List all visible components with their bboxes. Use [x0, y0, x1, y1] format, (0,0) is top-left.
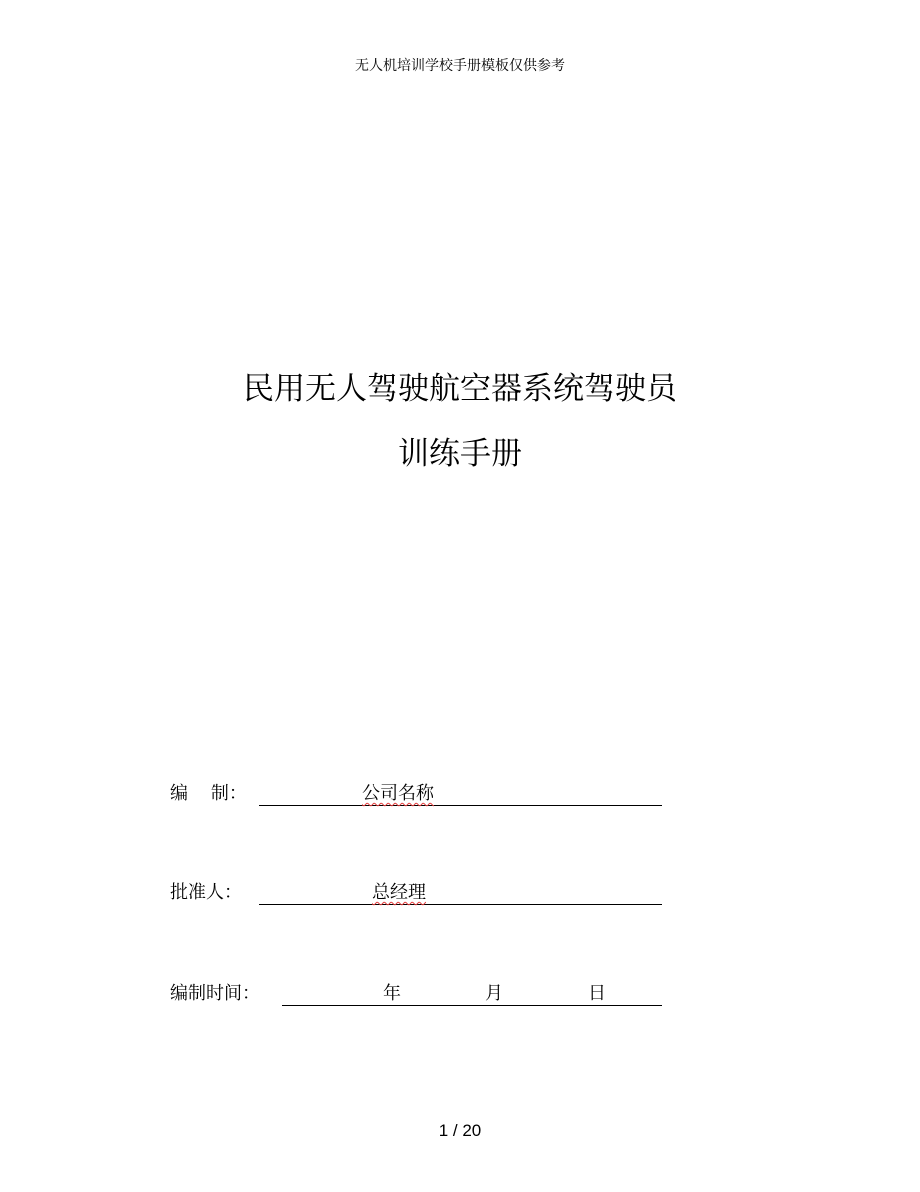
compiler-underline — [259, 781, 662, 806]
compiler-value: 公司名称 — [362, 783, 434, 804]
compiler-label: 编 制： — [170, 783, 247, 804]
year-label: 年 — [383, 983, 401, 1004]
document-subtitle: 训练手册 — [398, 436, 522, 472]
compile-date-label: 编制时间： — [170, 983, 260, 1004]
day-label: 日 — [588, 983, 606, 1004]
page-number: 1 / 20 — [438, 1121, 482, 1140]
month-label: 月 — [485, 983, 503, 1004]
document-title: 民用无人驾驶航空器系统驾驶员 — [243, 371, 677, 407]
approver-value: 总经理 — [372, 882, 426, 903]
approver-underline — [259, 880, 662, 905]
approver-label: 批准人： — [170, 882, 242, 903]
page-header: 无人机培训学校手册模板仅供参考 — [355, 58, 565, 74]
